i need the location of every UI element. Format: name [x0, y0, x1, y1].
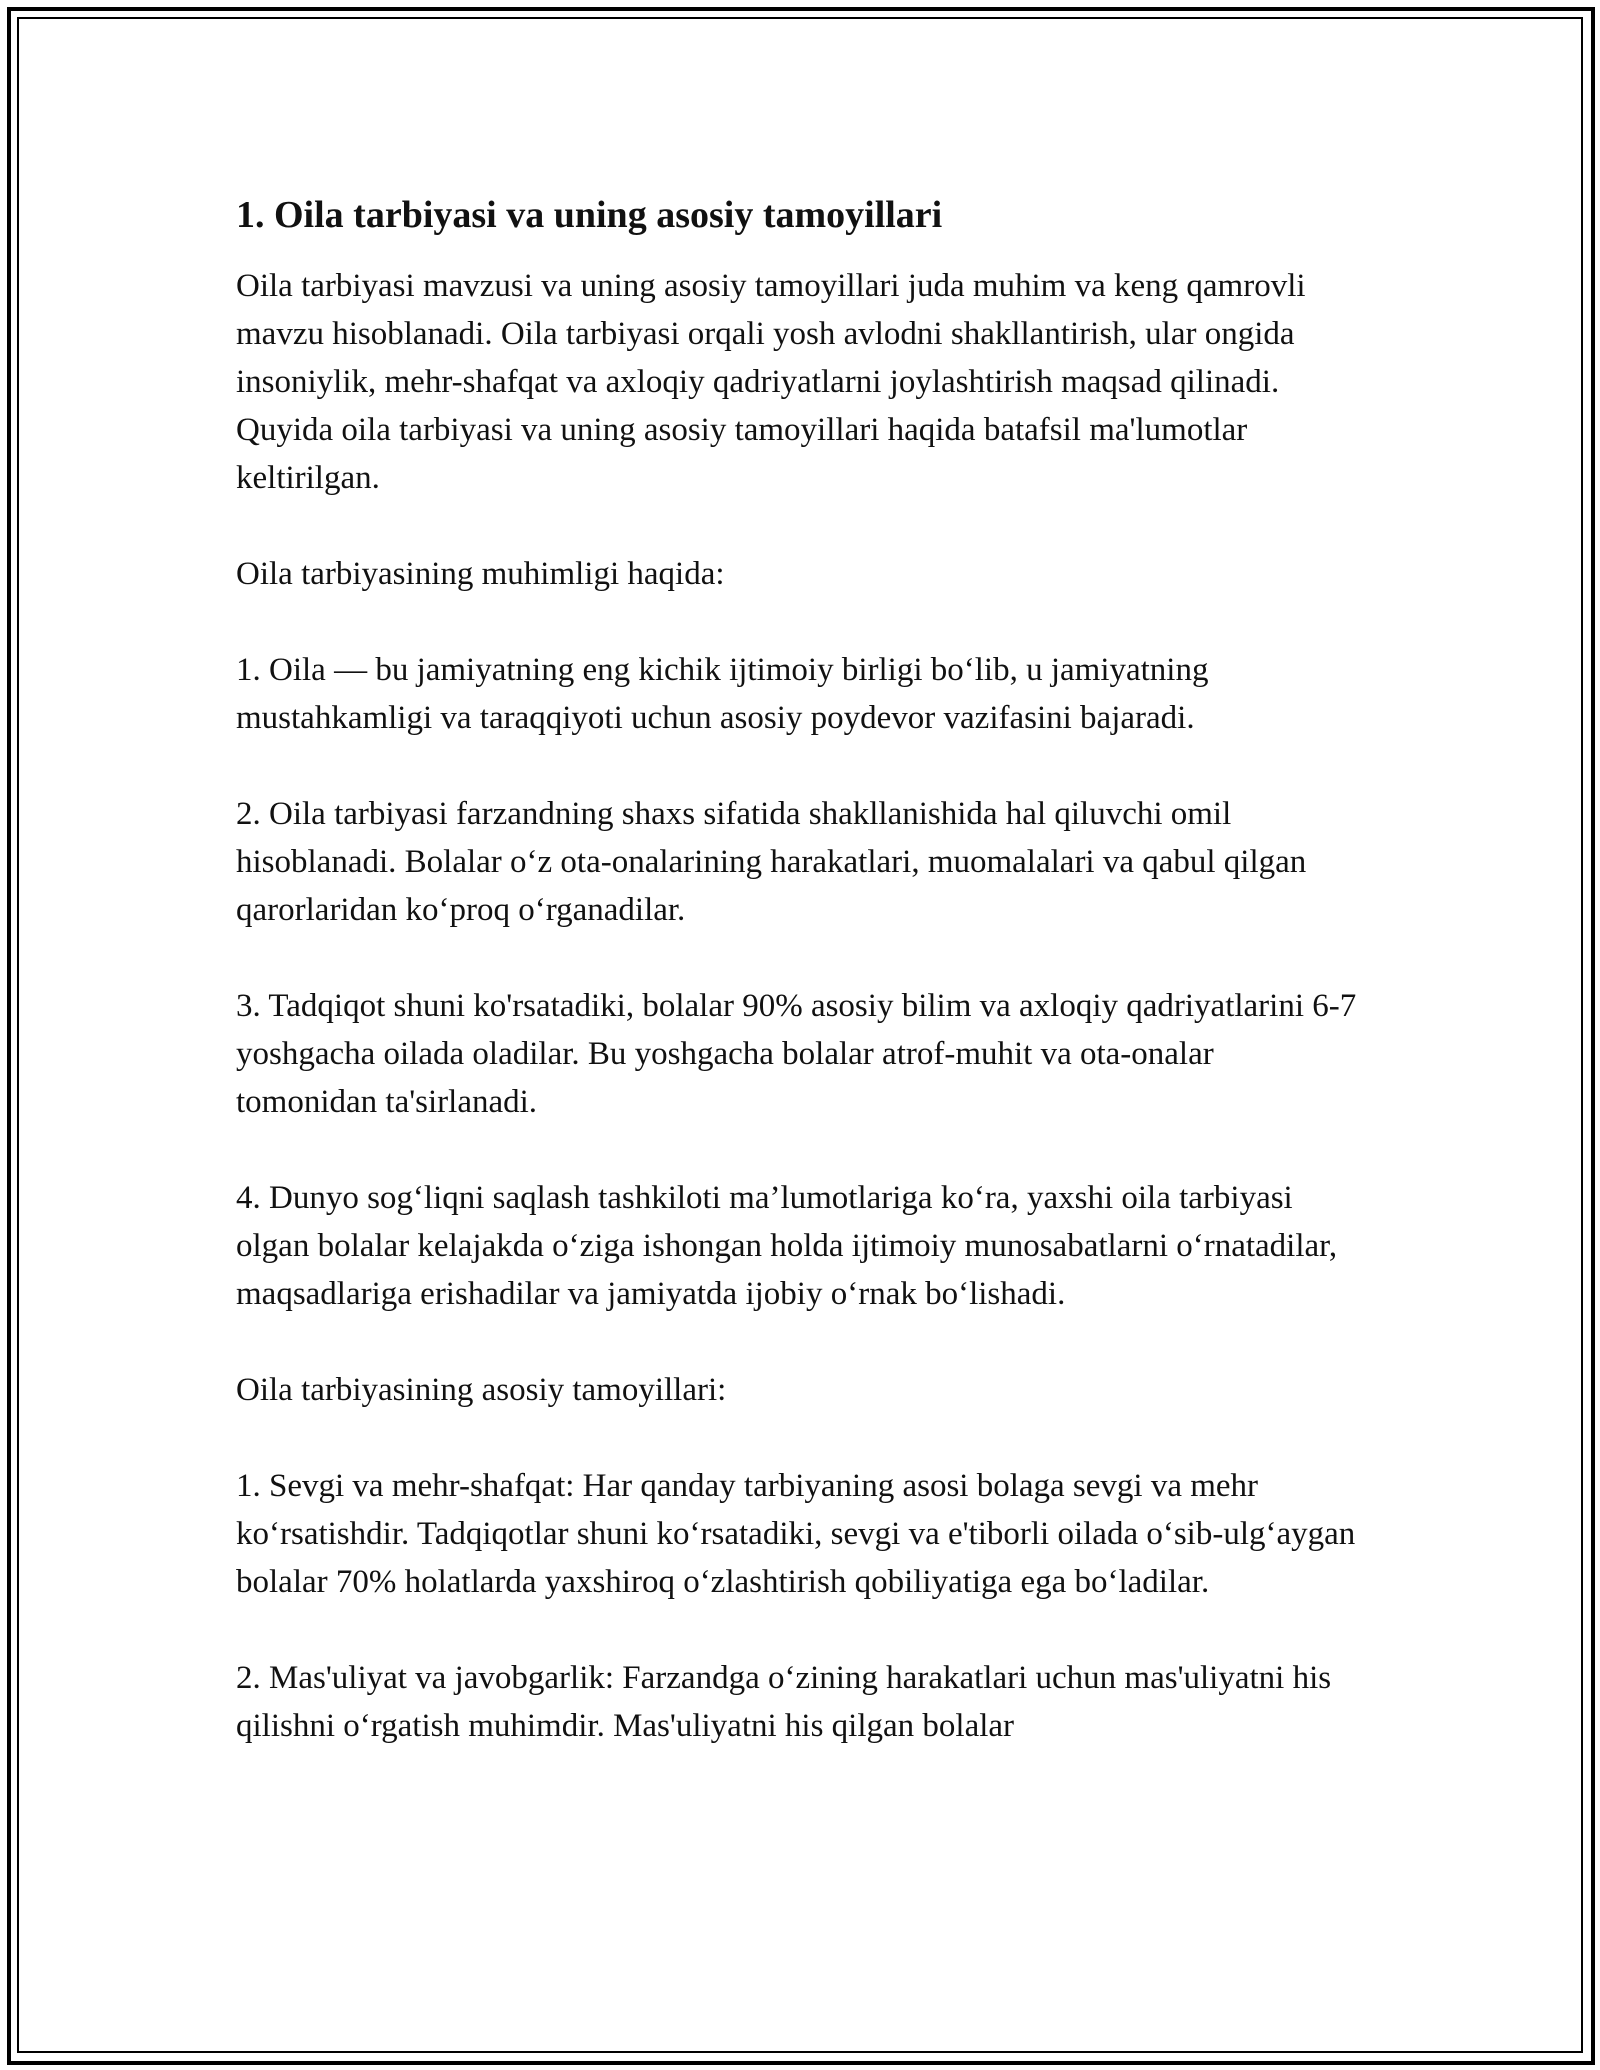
- importance-subheading: Oila tarbiyasining muhimligi haqida:: [236, 556, 725, 592]
- importance-item-1: 1. Oila — bu jamiyatning eng kichik ijtimoiy birligi bo‘lib, u jamiyatning mustahkamligi va taraqqiyoti uchun asosiy poydevor vazifasini bajaradi.: [236, 652, 1209, 736]
- principle-item-1: 1. Sevgi va mehr-shafqat: Har qanday tarbiyaning asosi bolaga sevgi va mehr ko‘rsatishdir. Tadqiqotlar shuni ko‘rsatadiki, sevgi va e'tiborli oilada o‘sib-ulg‘aygan bolalar 70% holatlarda yaxshiroq o‘zlashtirish qobiliyatiga ega bo‘ladilar.: [236, 1468, 1356, 1600]
- section-heading: 1. Oila tarbiyasi va uning asosiy tamoyillari: [236, 194, 943, 236]
- importance-item-3: 3. Tadqiqot shuni ko'rsatadiki, bolalar 90% asosiy bilim va axloqiy qadriyatlarini 6-7 yoshgacha oilada oladilar. Bu yoshgacha bolalar atrof-muhit va ota-onalar tomonidan ta'sirlanadi.: [236, 988, 1357, 1120]
- intro-paragraph: Oila tarbiyasi mavzusi va uning asosiy tamoyillari juda muhim va keng qamrovli mavzu hisoblanadi. Oila tarbiyasi orqali yosh avlodni shakllantirish, ular ongida insoniylik, mehr-shafqat va axloqiy qadriyatlarni joylashtirish maqsad qilinadi. Quyida oila tarbiyasi va uning asosiy tamoyillari haqida batafsil ma'lumotlar keltirilgan.: [236, 268, 1306, 496]
- principles-subheading: Oila tarbiyasining asosiy tamoyillari:: [236, 1372, 727, 1408]
- importance-item-2: 2. Oila tarbiyasi farzandning shaxs sifatida shakllanishida hal qiluvchi omil hisoblanadi. Bolalar o‘z ota-onalarining harakatlari, muomalalari va qabul qilgan qarorlaridan ko‘proq o‘rganadilar.: [236, 796, 1307, 928]
- document-body: [236, 186, 1360, 1798]
- principle-item-2: 2. Mas'uliyat va javobgarlik: Farzandga o‘zining harakatlari uchun mas'uliyatni his qilishni o‘rgatish muhimdir. Mas'uliyatni his qilgan bolalar: [236, 1660, 1332, 1744]
- importance-item-4: 4. Dunyo sog‘liqni saqlash tashkiloti ma’lumotlariga ko‘ra, yaxshi oila tarbiyasi olgan bolalar kelajakda o‘ziga ishongan holda ijtimoiy munosabatlarni o‘rnatadilar, maqsadlariga erishadilar va jamiyatda ijobiy o‘rnak bo‘lishadi.: [236, 1180, 1338, 1312]
